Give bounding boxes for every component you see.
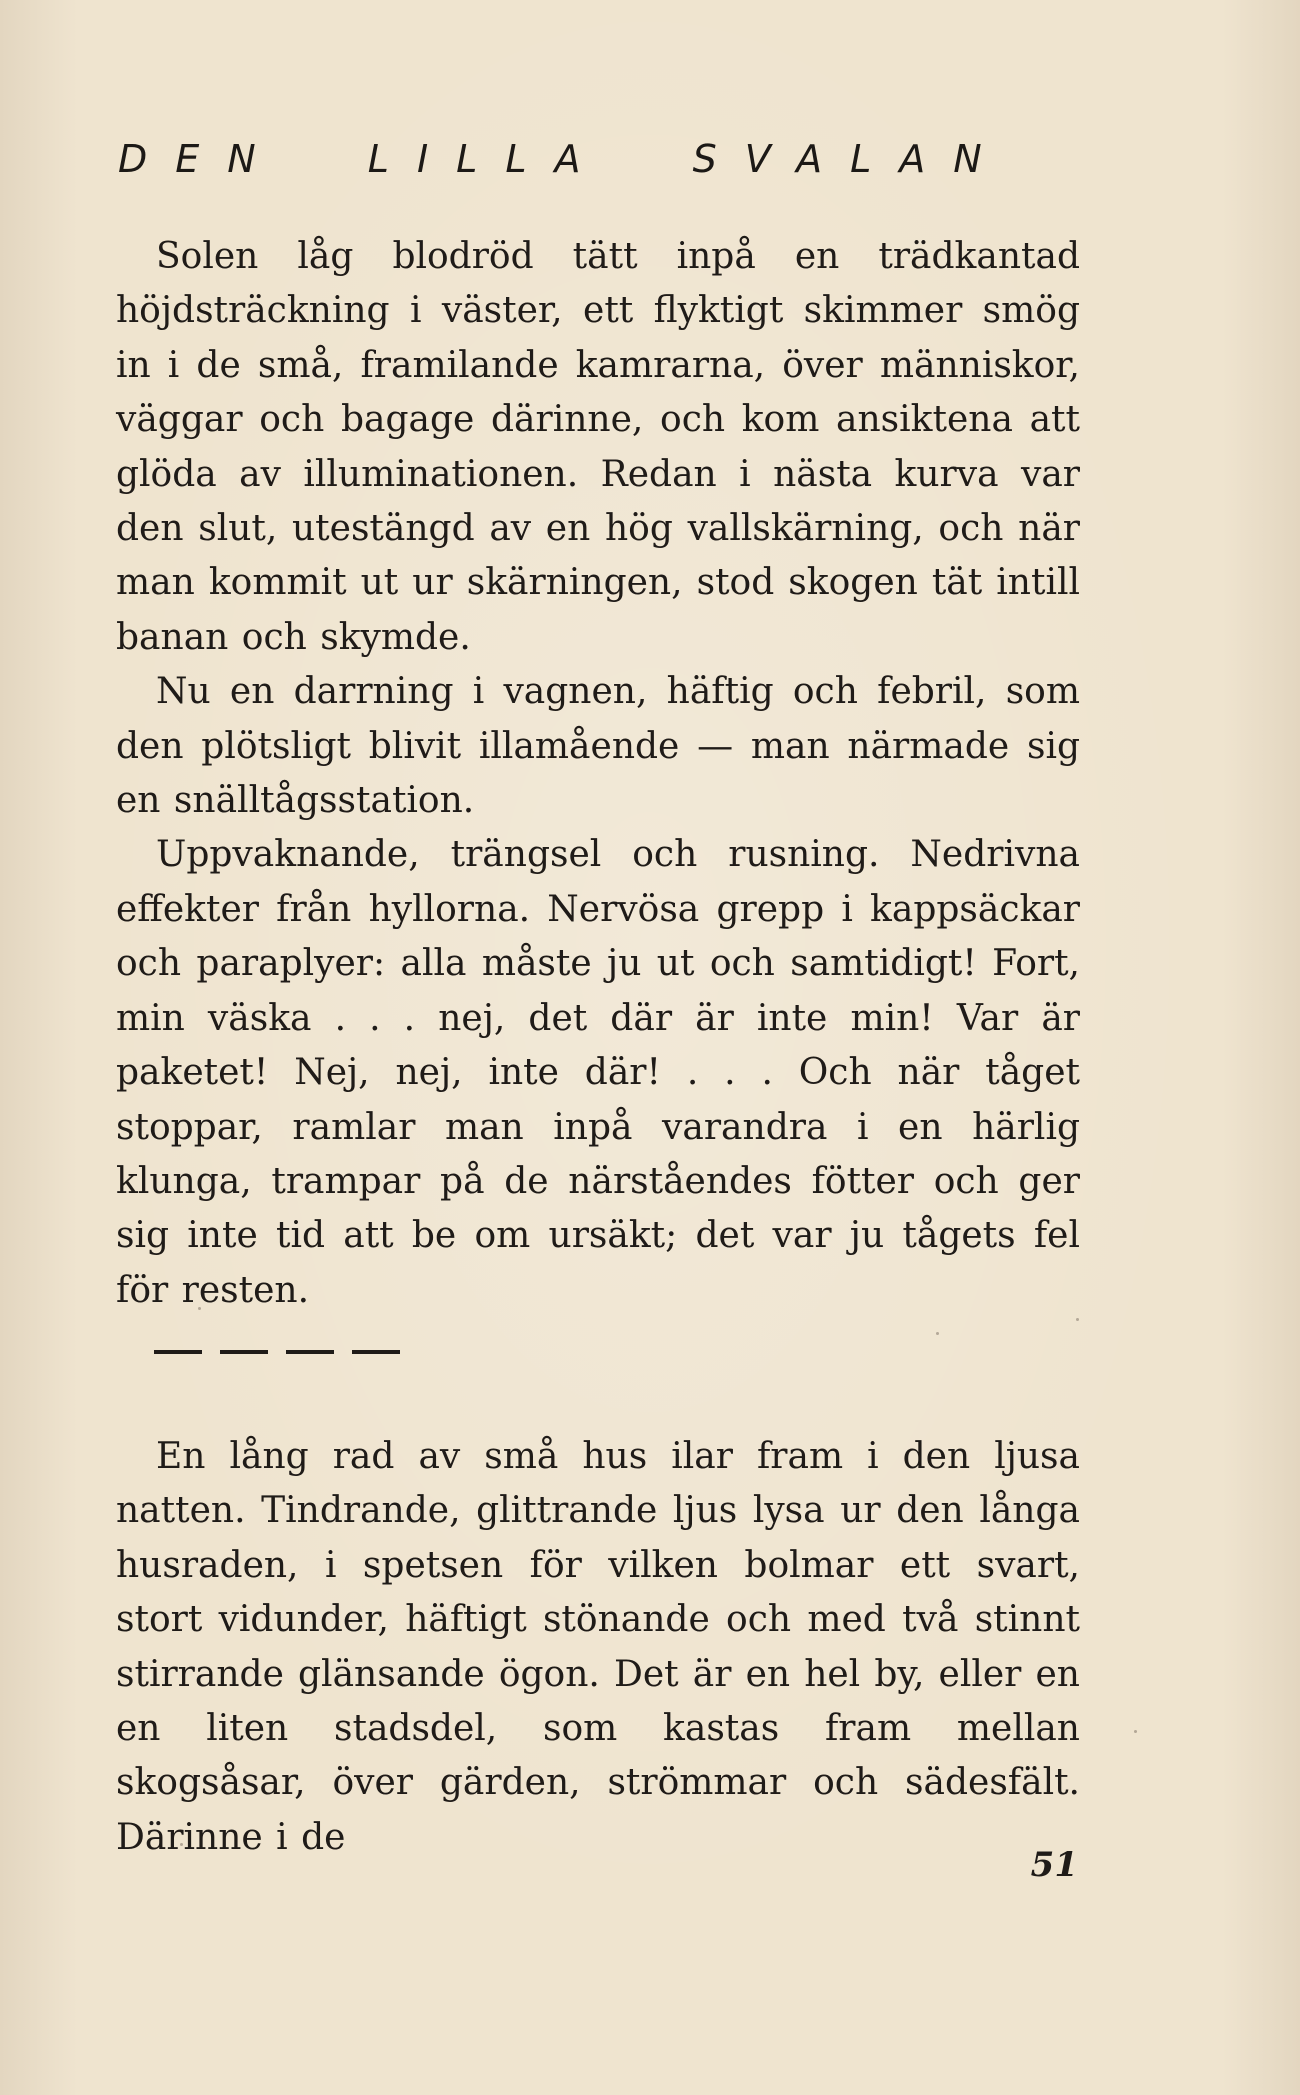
page-number: 51 — [1030, 1845, 1078, 1885]
paper-speck — [198, 1307, 201, 1310]
paragraph: Uppvaknande, trängsel och rusning. Nedrivna effekter från hyllorna. Nervösa grepp i kappsäckar och paraplyer: alla måste ju ut och samtidigt! Fort, min väska . . . nej, det där är inte min! Var är paketet! Nej, nej, inte där! . . . Och när tåget stoppar, ramlar man inpå varandra i en härlig klunga, trampar på de närståendes fötter och ger sig inte tid att be om ursäkt; det var ju tågets fel för resten. — [116, 834, 1080, 1311]
section-two-text — [116, 1430, 1080, 1865]
separator-dash — [352, 1350, 400, 1354]
separator-dash — [220, 1350, 268, 1354]
paper-speck — [180, 1843, 183, 1846]
section-one-text — [116, 230, 1080, 1318]
paragraph: Solen låg blodröd tätt inpå en trädkantad höjdsträckning i väster, ett flyktigt skimmer smög in i de små, framilande kamrarna, över människor, väggar och bagage därinne, och kom ansiktena att glöda av illuminationen. Redan i nästa kurva var den slut, utestängd av en hög vallskärning, och när man kommit ut ur skärningen, stod skogen tät intill banan och skymde. — [116, 236, 1080, 658]
paragraph: Nu en darrning i vagnen, häftig och febril, som den plötsligt blivit illamående — man närmade sig en snälltågsstation. — [116, 671, 1080, 822]
paragraph: En lång rad av små hus ilar fram i den ljusa natten. Tindrande, glittrande ljus lysa ur den långa husraden, i spetsen för vilken bolmar ett svart, stort vidunder, häftigt stönande och med två stinnt stirrande glänsande ögon. Det är en hel by, eller en en liten stadsdel, som kastas fram mellan skogsåsar, över gärden, strömmar och sädesfält. Därinne i de — [116, 1436, 1080, 1858]
separator-dash — [286, 1350, 334, 1354]
running-head: DEN LILLA SVALAN — [118, 137, 1010, 181]
separator-dash — [154, 1350, 202, 1354]
section-separator — [154, 1350, 400, 1354]
paper-speck — [1076, 1318, 1079, 1321]
paper-speck — [936, 1332, 939, 1335]
paper-speck — [1134, 1730, 1137, 1733]
